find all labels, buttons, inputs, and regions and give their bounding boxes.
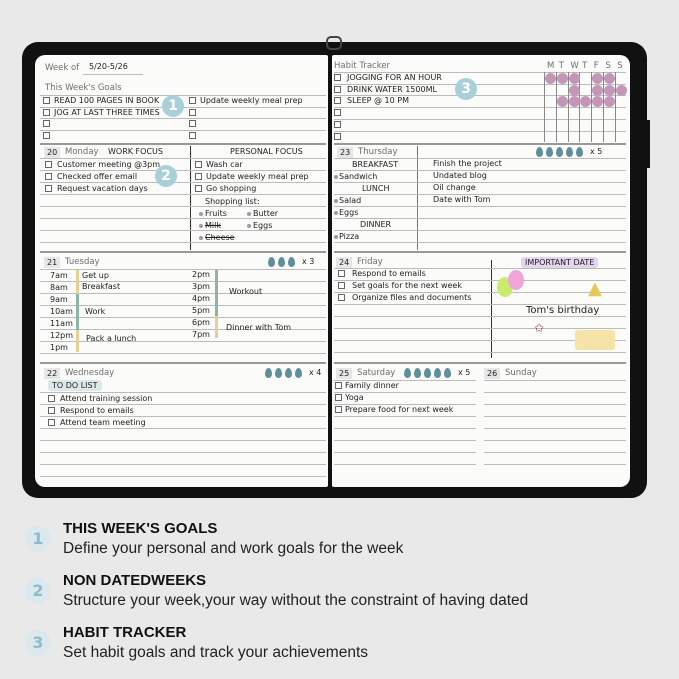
habit-day: S [617, 61, 623, 71]
checkbox[interactable] [48, 407, 55, 414]
ruled-line [40, 464, 326, 465]
tracker-column [603, 72, 604, 142]
schedule-event: Dinner with Tom [226, 323, 292, 332]
day-name: Sunday [505, 368, 537, 378]
checkbox[interactable] [335, 406, 342, 413]
task-item: Prepare food for next week [345, 405, 454, 414]
water-drop-icon [444, 368, 451, 378]
task-item: Finish the project [433, 159, 502, 168]
ruled-line [334, 119, 626, 120]
important-date-text: Tom's birthday [526, 305, 600, 316]
ruled-line [484, 380, 626, 381]
water-drop-icon [556, 147, 563, 157]
habit-done-dot [545, 73, 556, 84]
ruled-line [40, 130, 326, 131]
water-drop-icon [424, 368, 431, 378]
bullet [334, 199, 338, 203]
water-drop-icon [434, 368, 441, 378]
tracker-column [591, 72, 592, 142]
ruled-line [40, 170, 326, 171]
feature-title: NON DATEDWEEKS [63, 572, 207, 589]
feature-title: HABIT TRACKER [63, 624, 187, 641]
time-block [215, 270, 218, 316]
habit-day: T [558, 61, 564, 71]
task-item: Undated blog [433, 171, 487, 180]
water-count: x 3 [302, 257, 315, 266]
ruled-line [334, 328, 626, 329]
work-item: Checked offer email [57, 172, 138, 181]
time-label: 8am [50, 283, 68, 292]
callout-badge: 2 [155, 165, 177, 187]
day-number: 25 [336, 368, 352, 379]
task-item: Oil change [433, 183, 476, 192]
day-number: 22 [44, 368, 60, 379]
bullet [199, 236, 203, 240]
ruled-line [40, 293, 326, 294]
habit-done-dot [569, 96, 580, 107]
day-name: Tuesday [65, 257, 100, 267]
goal-item: JOG AT LAST THREE TIMES [54, 107, 160, 117]
checkbox[interactable] [334, 74, 341, 81]
time-block [76, 270, 79, 294]
day-name: Saturday [357, 368, 396, 378]
ruled-line [334, 464, 476, 465]
ruled-line [334, 182, 626, 183]
ruled-line [334, 416, 476, 417]
bullet [247, 224, 251, 228]
schedule-event: Work [85, 307, 106, 316]
schedule-event: Get up [82, 271, 109, 280]
work-item: Request vacation days [57, 184, 148, 193]
ruled-line [40, 476, 326, 477]
balloon-icon [508, 270, 524, 290]
day-name: Friday [357, 257, 383, 267]
task-item: Set goals for the next week [352, 281, 462, 290]
day-number: 26 [484, 368, 500, 379]
checkbox[interactable] [334, 109, 341, 116]
water-drop-icon [278, 257, 285, 267]
time-label: 5pm [192, 306, 210, 315]
habit-name: SLEEP @ 10 PM [347, 96, 410, 106]
cake-icon [575, 330, 615, 350]
bullet [334, 235, 338, 239]
ruled-line [40, 218, 326, 219]
time-label: 11am [50, 319, 73, 328]
ruled-line [40, 206, 326, 207]
todo-item: Attend training session [60, 394, 153, 403]
ruled-line [484, 404, 626, 405]
bullet [247, 212, 251, 216]
day-number: 20 [44, 147, 60, 158]
checkbox[interactable] [48, 419, 55, 426]
habit-done-dot [557, 73, 568, 84]
time-label: 7pm [192, 330, 210, 339]
day-number: 24 [336, 257, 352, 268]
work-item: Customer meeting @3pm [57, 160, 161, 169]
checkbox[interactable] [43, 97, 50, 104]
elastic-band [636, 120, 650, 168]
ruled-line [334, 230, 626, 231]
ruled-line [484, 428, 626, 429]
ruled-line [40, 428, 326, 429]
personal-focus-title: PERSONAL FOCUS [230, 147, 303, 156]
shopping-title: Shopping list: [205, 197, 260, 206]
feature-number-badge: 1 [25, 526, 51, 552]
habit-day: W [570, 61, 579, 71]
feature-title: THIS WEEK'S GOALS [63, 520, 218, 537]
week-value: 5/20-5/26 [89, 62, 128, 71]
callout-badge: 1 [162, 95, 184, 117]
ruled-line [40, 404, 326, 405]
ruled-line [40, 317, 326, 318]
time-block [76, 294, 79, 330]
ruled-line [40, 440, 326, 441]
checkbox[interactable] [338, 294, 345, 301]
ruled-line [40, 392, 326, 393]
checkbox[interactable] [195, 173, 202, 180]
ruled-line [40, 269, 326, 270]
habit-done-dot [592, 85, 603, 96]
meal-header: LUNCH [362, 184, 390, 193]
day-number: 21 [44, 257, 60, 268]
time-label: 1pm [50, 343, 68, 352]
water-drop-icon [536, 147, 543, 157]
shopping-item: Fruits [205, 209, 227, 218]
important-date-title: IMPORTANT DATE [521, 257, 598, 268]
habit-done-dot [569, 85, 580, 96]
checkbox[interactable] [335, 394, 342, 401]
task-item: Yoga [345, 393, 364, 402]
task-item: Organize files and documents [352, 293, 472, 302]
ruled-line [334, 452, 476, 453]
checkbox[interactable] [334, 121, 341, 128]
ruled-line [40, 341, 326, 342]
ruled-line [334, 251, 626, 253]
work-focus-title: WORK FOCUS [108, 147, 163, 156]
todo-item: Respond to emails [60, 406, 134, 415]
personal-item: Update weekly meal prep [206, 172, 309, 181]
meal-item: Eggs [339, 208, 359, 217]
pen-loop [326, 36, 342, 50]
habit-done-dot [604, 73, 615, 84]
water-drop-icon [576, 147, 583, 157]
tracker-column [615, 72, 616, 142]
meal-header: DINNER [360, 220, 392, 229]
feature-description: Set habit goals and track your achievements [63, 644, 369, 661]
ruled-line [334, 352, 626, 353]
bullet [199, 224, 203, 228]
meal-item: Salad [339, 196, 362, 205]
checkbox[interactable] [334, 133, 341, 140]
checkbox[interactable] [338, 270, 345, 277]
checkbox[interactable] [43, 132, 50, 139]
water-drop-icon [268, 257, 275, 267]
ruled-line [334, 107, 626, 108]
checkbox[interactable] [334, 97, 341, 104]
water-drop-icon [288, 257, 295, 267]
time-label: 7am [50, 271, 68, 280]
habit-name: JOGGING FOR AN HOUR [347, 73, 442, 82]
shopping-item: Cheese [205, 233, 235, 242]
water-count: x 4 [309, 368, 322, 377]
goals-title: This Week's Goals [45, 83, 122, 93]
ruled-line [40, 251, 326, 253]
time-block [215, 316, 218, 338]
time-label: 9am [50, 295, 68, 304]
water-drop-icon [414, 368, 421, 378]
column-divider [417, 146, 418, 250]
habit-day: T [582, 61, 588, 71]
habit-name: DRINK WATER 1500ML [347, 84, 437, 94]
time-label: 12pm [50, 331, 74, 340]
tracker-column [556, 72, 557, 142]
ruled-line [40, 416, 326, 417]
todo-item: Attend team meeting [60, 418, 146, 427]
task-item: Family dinner [345, 381, 399, 390]
checkbox[interactable] [43, 109, 50, 116]
water-drop-icon [265, 368, 272, 378]
feature-description: Define your personal and work goals for the week [63, 540, 404, 557]
ruled-line [40, 182, 326, 183]
ruled-line [40, 362, 326, 364]
checkbox[interactable] [195, 185, 202, 192]
todo-title: TO DO LIST [48, 380, 102, 391]
habit-done-dot [569, 73, 580, 84]
ruled-line [484, 392, 626, 393]
task-item: Date with Tom [433, 195, 491, 204]
day-name: Thursday [358, 147, 398, 157]
feature-description: Structure your week,your way without the constraint of having dated [63, 592, 529, 609]
meal-item: Pizza [339, 232, 360, 241]
ruled-line [484, 440, 626, 441]
feature-number-badge: 3 [25, 630, 51, 656]
habit-day: S [605, 61, 611, 71]
checkbox[interactable] [189, 109, 196, 116]
callout-badge: 3 [455, 78, 477, 100]
star-icon: ✩ [534, 321, 545, 335]
ruled-line [40, 194, 326, 195]
ruled-line [40, 452, 326, 453]
day-number: 23 [337, 147, 353, 158]
habit-title: Habit Tracker [334, 61, 391, 71]
task-item: Respond to emails [352, 269, 426, 278]
ruled-line [334, 218, 626, 219]
water-count: x 5 [590, 147, 603, 156]
checkbox[interactable] [335, 382, 342, 389]
tracker-column [544, 72, 545, 142]
checkbox[interactable] [43, 120, 50, 127]
ruled-line [40, 230, 326, 231]
ruled-line [334, 440, 476, 441]
checkbox[interactable] [48, 395, 55, 402]
ruled-line [334, 131, 626, 132]
ruled-line [484, 464, 626, 465]
shopping-item: Butter [253, 209, 279, 218]
time-label: 6pm [192, 318, 210, 327]
meal-header: BREAKFAST [352, 160, 399, 169]
feature-number-badge: 2 [25, 578, 51, 604]
checkbox[interactable] [195, 161, 202, 168]
water-drop-icon [285, 368, 292, 378]
ruled-line [334, 143, 626, 145]
day-name: Wednesday [65, 368, 115, 378]
personal-item: Wash car [206, 160, 243, 169]
time-block [76, 330, 79, 352]
time-label: 3pm [192, 282, 210, 291]
schedule-event: Breakfast [82, 282, 121, 291]
water-drop-icon [295, 368, 302, 378]
water-count: x 5 [458, 368, 471, 377]
ruled-line [334, 362, 626, 364]
bullet [199, 212, 203, 216]
ruled-line [40, 143, 326, 145]
water-drop-icon [546, 147, 553, 157]
week-label: Week of [45, 63, 80, 73]
habit-day: F [593, 61, 599, 71]
time-label: 4pm [192, 294, 210, 303]
time-label: 2pm [192, 270, 210, 279]
habit-day: M [547, 61, 555, 71]
personal-item: Go shopping [206, 184, 257, 193]
tracker-column [568, 72, 569, 142]
column-divider [491, 260, 492, 358]
ruled-line [40, 353, 326, 354]
party-hat-icon: ▲ [588, 278, 602, 299]
shopping-item: Eggs [253, 221, 273, 230]
time-label: 10am [50, 307, 73, 316]
water-drop-icon [566, 147, 573, 157]
checkbox[interactable] [45, 185, 52, 192]
water-drop-icon [404, 368, 411, 378]
goal-item: READ 100 PAGES IN BOOK [54, 96, 160, 105]
checkbox[interactable] [45, 173, 52, 180]
bullet [334, 211, 338, 215]
ruled-line [334, 428, 476, 429]
checkbox[interactable] [334, 86, 341, 93]
ruled-line [484, 416, 626, 417]
goal-item: Update weekly meal prep [200, 96, 303, 105]
ruled-line [334, 242, 626, 243]
water-drop-icon [275, 368, 282, 378]
tracker-column [579, 72, 580, 142]
habit-done-dot [616, 85, 627, 96]
checkbox[interactable] [189, 97, 196, 104]
ruled-line [334, 206, 626, 207]
checkbox[interactable] [189, 120, 196, 127]
bullet [334, 175, 338, 179]
checkbox[interactable] [338, 282, 345, 289]
ruled-line [40, 158, 326, 159]
ruled-line [83, 74, 143, 75]
ruled-line [40, 242, 326, 243]
schedule-event: Pack a lunch [86, 334, 137, 343]
ruled-line [40, 305, 326, 306]
meal-item: Sandwich [339, 172, 378, 181]
ruled-line [484, 452, 626, 453]
ruled-line [334, 316, 626, 317]
checkbox[interactable] [45, 161, 52, 168]
schedule-event: Workout [229, 287, 263, 296]
shopping-item: Milk [205, 221, 221, 230]
day-name: Monday [65, 147, 99, 157]
ruled-line [40, 118, 326, 119]
column-divider [190, 146, 191, 250]
checkbox[interactable] [189, 132, 196, 139]
habit-done-dot [604, 85, 615, 96]
